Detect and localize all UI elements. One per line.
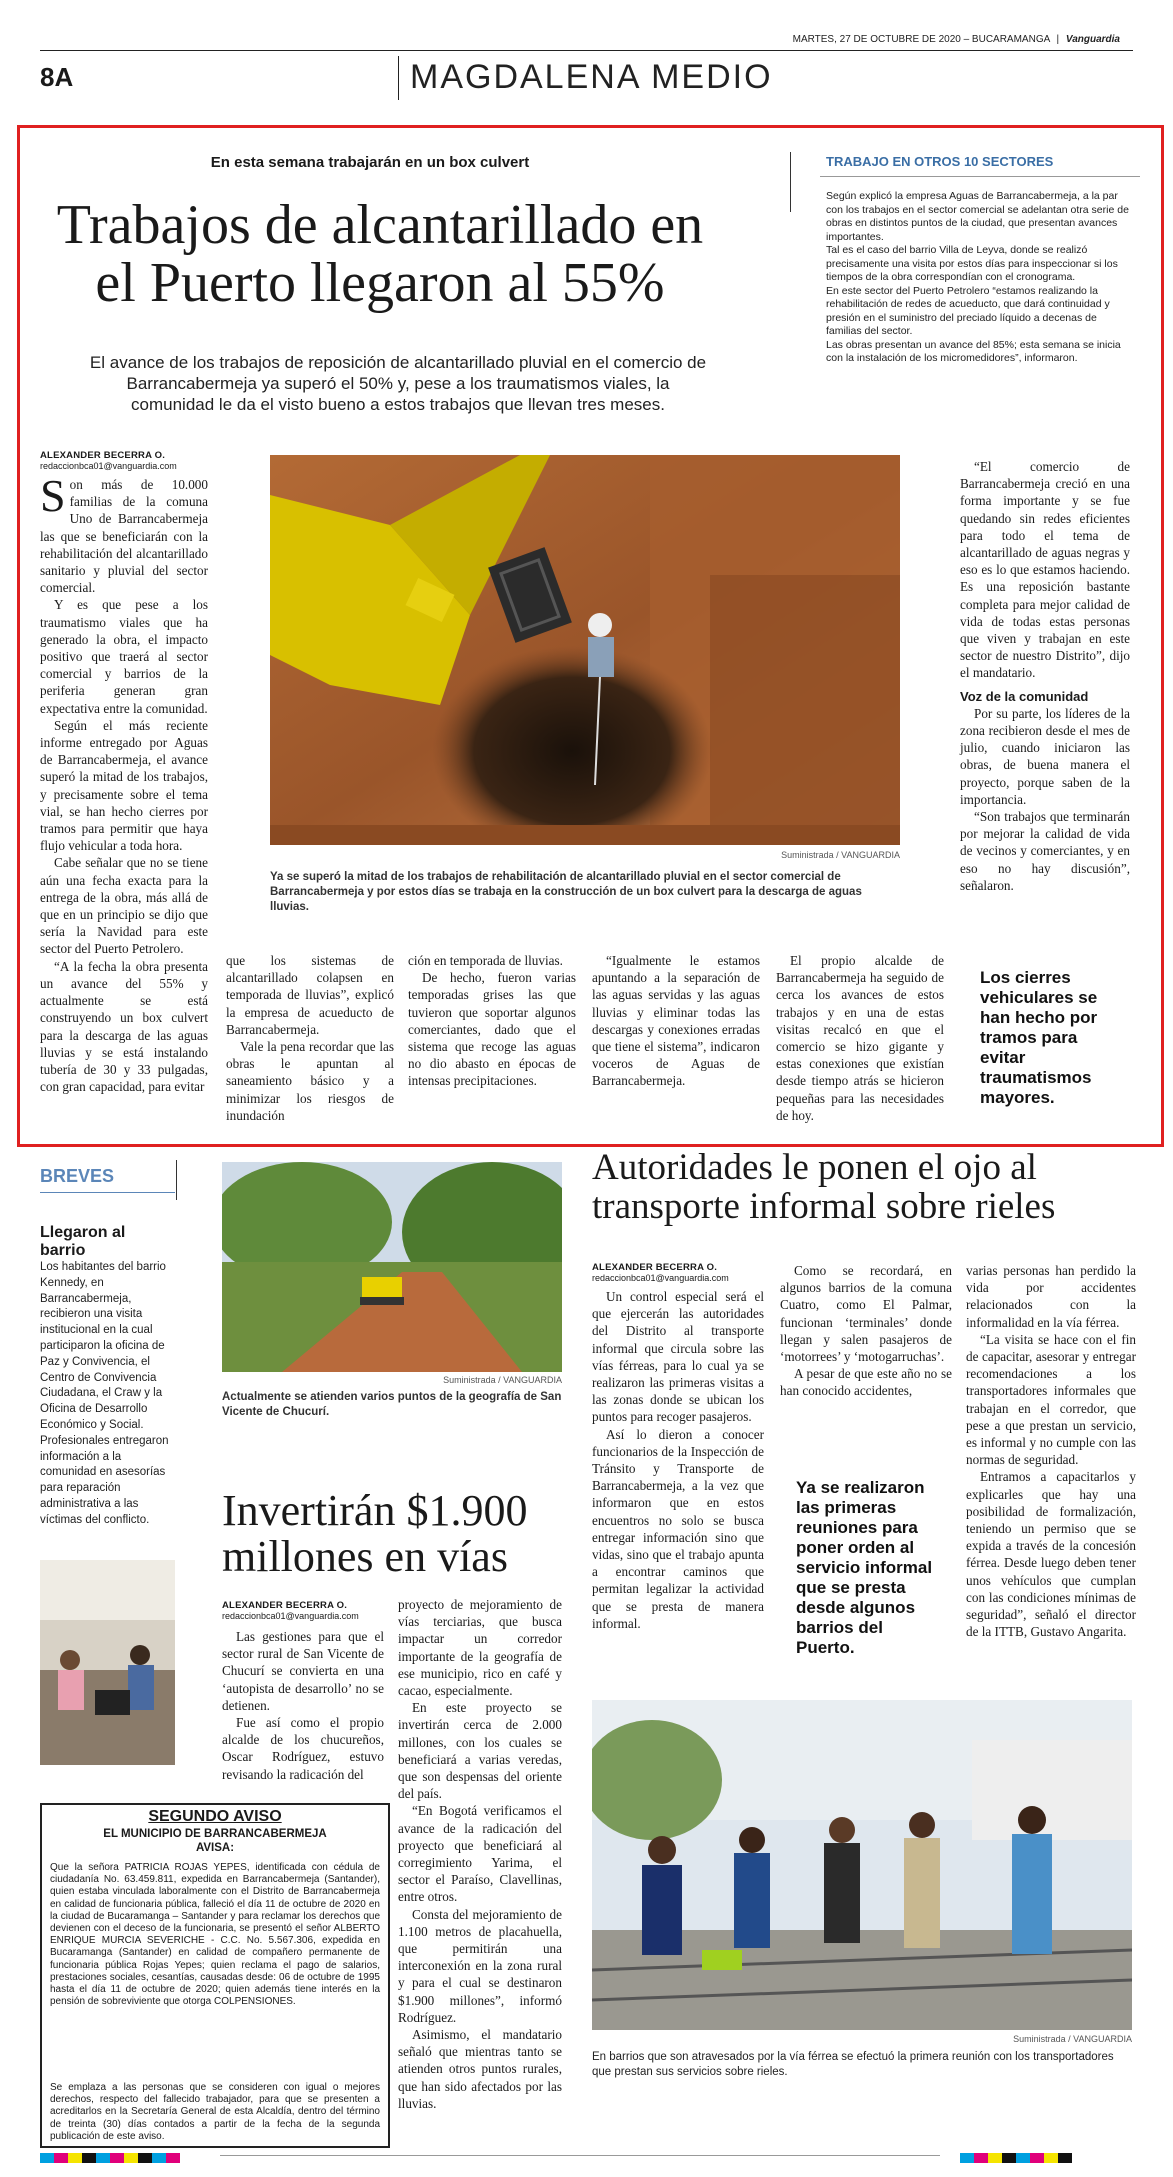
transport-photo-credit: Suministrada / VANGUARDIA — [1013, 2034, 1132, 2044]
vias-column-1 — [222, 1628, 384, 1783]
main-col1-p3: Según el más reciente informe entregado por Aguas de Barrancabermeja, el avance superó la mitad de los trabajos, y precisamente sobre el tema vial, se han hecho cierres por tramos para permitir que haya flujo vehicular a toda hora. — [40, 717, 208, 854]
vias-col1-p2: Fue así como el propio alcalde de los chucureños, Oscar Rodríguez, estuvo revisando la radicación del — [222, 1715, 384, 1782]
transport-column-1 — [592, 1288, 764, 1632]
transport-col3-p1: varias personas han perdido la vida por accidentes relacionados con la informalidad en la vía férrea. — [966, 1263, 1136, 1330]
aviso-subtitle-2: AVISA: — [195, 1842, 235, 1854]
sidebar-bracket — [790, 152, 803, 212]
main-pull-quote: Los cierres vehiculares se han hecho por tramos para evitar traumatismos mayores. — [980, 968, 1098, 1107]
vias-photo-caption: Actualmente se atienden varios puntos de la geografía de San Vicente de Chucurí. — [222, 1391, 562, 1418]
sidebar-text: Según explicó la empresa Aguas de Barrancabermeja, a la par con los trabajos en el sector comercial se adelantan otra serie de obras en distintos puntos de la ciudad, que presentan avances importantes. Tal es el caso del barrio Villa de Leyva, donde se realizó precisamente una visita por estos días para inspeccionar si los tiempos de la obra correspondían con el cronograma. En este sector del Puerto Petrolero “estamos realizando la rehabilitación de redes de acueducto, que dará continuidad y presión en el suministro del preciado líquido a decenas de familias del sector. Las obras presentan un avance del 85%; esta semana se inicia con la instalación de los micromedidores”, informaron. — [826, 190, 1129, 364]
main-author-email: redaccionbca01@vanguardia.com — [40, 461, 177, 471]
transport-headline-line-2: transporte informal sobre rieles — [592, 1186, 1056, 1227]
main-photo-caption: Ya se superó la mitad de los trabajos de rehabilitación de alcantarillado pluvial en el sector comercial de Barrancabermeja y por estos días se trabaja en la construcción de un box culvert para la descarga de aguas lluvias. — [270, 871, 862, 913]
aviso-subtitle: EL MUNICIPIO DE BARRANCABERMEJA — [103, 1828, 327, 1840]
main-right-p1: “El comercio de Barrancabermeja creció en una forma importante y se fue quedando sin redes eficientes para todo el tema de alcantarillado de aguas negras y eso es lo que estamos haciendo. Es una reposición bastante completa para mejor calidad de vida de todas estas personas que viven y trabajan en este sector de nuestro Distrito”, dijo el mandatario. — [960, 459, 1130, 681]
page-number: 8A — [40, 62, 74, 92]
vias-headline-line-2: millones en vías — [222, 1532, 508, 1581]
registration-marks-right — [960, 2150, 1072, 2160]
transport-photo-caption: En barrios que son atravesados por la vía férrea se efectuó la primera reunión con los transportadores que prestan sus servicios sobre rieles. — [592, 2051, 1114, 2078]
main-col1-p1: on más de 10.000 familias de la comuna Uno de Barrancabermeja las que se beneficiarán con la rehabilitación del alcantarillado sanitario y pluvial del sector comercial. — [40, 477, 208, 596]
footer-rule — [220, 2155, 940, 2156]
main-author-name: ALEXANDER BECERRA O. — [40, 450, 166, 461]
aviso-text-2: Se emplaza a las personas que se consideren con igual o mejores derechos, respecto del fallecido trabajador, para que se presenten a acreditarlos en la Secretaría General de esta Alcaldía, dentro del término de treinta (30) días contados a partir de la fecha de la segunda publicación de este aviso. — [50, 2082, 380, 2142]
transport-pull-quote: Ya se realizaron las primeras reuniones para poner orden al servicio informal que se presta desde algunos barrios del Puerto. — [796, 1478, 933, 1657]
excavation-illustration — [270, 455, 900, 845]
transport-col2-p1: Como se recordará, en algunos barrios de la comuna Cuatro, como El Palmar, funcionan ‘terminales’ donde llegan y salen pasajeros de ‘motorrees’ y ‘motogarruchas’. — [780, 1263, 952, 1365]
main-column-4 — [592, 952, 760, 1090]
main-deck: El avance de los trabajos de reposición de alcantarillado pluvial en el comercio de Barrancabermeja ya superó el 50% y, pese a los traumatismos viales, la comunidad le da el visto bueno a estos trabajos que llevan tres meses. — [89, 353, 707, 414]
transport-col1-p1: Un control especial será el que ejercerán las autoridades del Distrito al transporte informal que circula sobre las vías férreas, para lo cual ya se realizaron las primeras visitas a las zonas donde se ubican los puntos para recoger pasajeros. — [592, 1289, 764, 1425]
main-col1-p5: “A la fecha la obra presenta un avance del 55% y actualmente se está construyendo un box culvert para la descarga de las aguas lluvias y se está instalando tubería de 30 y 33 pulgadas, con gran capacidad, para evitar — [40, 958, 208, 1095]
aviso-text: Que la señora PATRICIA ROJAS YEPES, identificada con cédula de ciudadanía No. 63.459.811, expedida en Barrancabermeja (Santander), quien estaba vinculada laboralmente con el Distrito de Barrancabermeja en calidad de funcionaria pública, falleció el día 11 de octubre de 2020 en la ciudad de Bucaramanga – Santander y para reclamar los derechos que devienen con el deceso de la funcionaria, se presentó el señor ALBERTO ENRIQUE MURCIA SEVERICHE - C.C. No. 5.567.306, expedida en Bucaramanga (Santander) en calidad de compañero permanente de funcionaria pública Rojas Yepes; quien reclama el pago de salarios, prestaciones sociales, cesantías, causadas desde: 06 de octubre de 1995 hasta el día 11 de octubre de 2020; quien además tiene interés en la pensión de sobreviviente que otorga COLPENSIONES. — [50, 1862, 380, 2008]
dropcap: S — [40, 470, 66, 521]
dateline: MARTES, 27 DE OCTUBRE DE 2020 – BUCARAMANGA | Vanguardia — [792, 34, 1120, 45]
transport-col1-p2: Así lo dieron a conocer funcionarios de la Inspección de Tránsito y Transporte de Barrancabermeja, a la vez que informaron que en estos encuentros no solo se busca entregar información sino que vidas, sino que el trabajo apunta a encontrar caminos que permitan legalizar la actividad que se presta de manera informal. — [592, 1426, 764, 1631]
header-rule — [40, 50, 1133, 51]
main-headline — [40, 196, 720, 312]
main-photo-credit: Suministrada / VANGUARDIA — [781, 850, 900, 860]
main-col1-p2: Y es que pese a los traumatismo viales que ha generado la obra, el impacto positivo que traerá al sector comercial y barrios de la periferia generan gran expectativa entre la comunidad. — [40, 597, 208, 716]
transport-author-email: redaccionbca01@vanguardia.com — [592, 1273, 729, 1283]
vias-col2-p1: proyecto de mejoramiento de vías terciarias, que busca impactar un corredor importante de la geografía de ese municipio, rico en café y cacao, especialmente. — [398, 1597, 562, 1699]
section-title: MAGDALENA MEDIO — [410, 58, 773, 96]
main-col1-p4: Cabe señalar que no se tiene aún una fecha exacta para la entrega de la obra, más allá de que en un principio se dijo que sería la Navidad para este sector del Puerto Petrolero. — [40, 855, 208, 957]
sidebar-rule — [820, 176, 1140, 177]
main-col5-p1: El propio alcalde de Barrancabermeja ha seguido de cerca los avances de estos trabajos y en una de estas visitas recalcó en que el comercio se hizo gigante y estas conexiones que existían desde tiempo atrás se hicieron pequeñas para las necesidades de hoy. — [776, 953, 944, 1123]
dateline-text: MARTES, 27 DE OCTUBRE DE 2020 – BUCARAMANGA — [792, 34, 1050, 45]
aviso-title: SEGUNDO AVISO — [148, 1808, 282, 1825]
main-subhead: Voz de la comunidad — [960, 688, 1089, 704]
main-kicker: En esta semana trabajarán en un box culvert — [210, 154, 530, 171]
main-right-p2: Por su parte, los líderes de la zona recibieron desde el mes de julio, cuando iniciaron las obras, de buena manera el proyecto, porque saben de la importancia. — [960, 705, 1130, 807]
breves-label: BREVES — [40, 1166, 115, 1186]
vias-byline — [222, 1600, 359, 1622]
sidebar-title: TRABAJO EN OTROS 10 SECTORES — [826, 154, 1054, 169]
vias-photo-credit: Suministrada / VANGUARDIA — [443, 1375, 562, 1385]
main-headline-line-1: Trabajos de alcantarillado en — [56, 194, 704, 256]
transport-headline — [592, 1148, 1132, 1226]
main-column-5 — [776, 952, 944, 1124]
main-col3-p2: De hecho, fueron varias temporadas grises las que tuvieron que soportar algunos comerciantes, dado que el sistema que recoge las aguas no dio abasto en épocas de intensas precipitaciones. — [408, 970, 576, 1089]
vias-headline-line-1: Invertirán $1.900 — [222, 1486, 528, 1535]
transport-byline — [592, 1262, 729, 1284]
brand-logo: Vanguardia — [1065, 34, 1120, 45]
meeting-illustration — [592, 1700, 1132, 2030]
vias-col2-p2: En este proyecto se invertirán cerca de 2.000 millones, con los cuales se beneficiará a varias veredas, que son despensas del oriente del país. — [398, 1700, 562, 1802]
main-col2-p1: que los sistemas de alcantarillado colapsen en temporada de lluvias”, explicó la empresa de acueducto de Barrancabermeja. — [226, 953, 394, 1037]
main-photo-excavation — [270, 455, 900, 845]
vias-author-email: redaccionbca01@vanguardia.com — [222, 1611, 359, 1621]
main-headline-line-2: el Puerto llegaron al 55% — [95, 252, 665, 314]
vias-col2-p4: Consta del mejoramiento de 1.100 metros de placahuella, que permitirán una interconexión en la zona rural y para el cual se destinaron $1.900 millones”, informó Rodríguez. — [398, 1906, 562, 2025]
section-divider — [398, 56, 399, 100]
main-right-p3: “Son trabajos que terminarán por mejorar la calidad de vida de vecinos y comerciantes, y en eso no hay discusión”, señalaron. — [960, 809, 1130, 893]
transport-col3-p2: “La visita se hace con el fin de capacitar, asesorar y entregar recomendaciones a los transportadores informales que trabajan en el corredor, que pese a que prestan un servicio, es informal y no cumple con las normas de seguridad. — [966, 1331, 1136, 1468]
transport-headline-line-1: Autoridades le ponen el ojo al — [592, 1147, 1037, 1188]
vias-photo-road — [222, 1162, 562, 1372]
main-column-1 — [40, 470, 208, 1095]
main-col4-p1: “Igualmente le estamos apuntando a la separación de las aguas servidas y las aguas lluvias y eliminar todas las descargas y conexiones erradas que tiene el sistema”, indicaron voceros de Aguas de Barrancabermeja. — [592, 953, 760, 1089]
breves-title: Llegaron al barrio — [40, 1224, 126, 1259]
vias-col1-p1: Las gestiones para que el sector rural de San Vicente de Chucurí se convierta en una ‘autopista de desarrollo’ no se detienen. — [222, 1629, 384, 1713]
vias-column-2 — [398, 1596, 562, 2112]
transport-col2-p2: A pesar de que este año no se han conocido accidentes, — [780, 1366, 952, 1399]
transport-column-2 — [780, 1262, 952, 1400]
registration-marks-left — [40, 2150, 180, 2160]
main-column-3 — [408, 952, 576, 1090]
breves-bracket — [176, 1160, 187, 1200]
vias-col2-p5: Asimismo, el mandatario señaló que mientras tanto se atienden otros puntos rurales, que han sido afectados por las lluvias. — [398, 2027, 562, 2111]
breves-photo — [40, 1560, 175, 1765]
main-column-2 — [226, 952, 394, 1124]
vias-headline — [222, 1488, 562, 1580]
transport-col3-p3: Entramos a capacitarlos y explicarles que hay una posibilidad de formalización, teniendo un permiso que se expida a través de la concesión férrea. Desde luego deben tener unos vehículos que cumplan con las condiciones mínimas de seguridad”, señaló el director de la ITTB, Gustavo Angarita. — [966, 1469, 1136, 1640]
main-col2-p2: Vale la pena recordar que las obras le apuntan al saneamiento básico y a minimizar los riesgos de inundación — [226, 1039, 394, 1123]
transport-author-name: ALEXANDER BECERRA O. — [592, 1262, 718, 1273]
breves-text: Los habitantes del barrio Kennedy, en Barrancabermeja, recibieron una visita institucional en la cual participaron la oficina de Paz y Convivencia, el Centro de Convivencia Ciudadana, el Craw y la Oficina de Desarrollo Económico y Social. Profesionales entregaron información a la comunidad en asesorías para reparación administrativa a las víctimas del conflicto. — [40, 1261, 169, 1526]
vias-author-name: ALEXANDER BECERRA O. — [222, 1600, 348, 1611]
office-illustration — [40, 1560, 175, 1765]
breves-rule — [40, 1192, 175, 1193]
road-works-illustration — [222, 1162, 562, 1372]
transport-column-3 — [966, 1262, 1136, 1640]
vias-col2-p3: “En Bogotá verificamos el avance de la radicación del proyecto que beneficiará al corregimiento Yarima, el sector el Paraíso, Clavellinas, entre otros. — [398, 1803, 562, 1905]
main-col3-p1: ción en temporada de lluvias. — [408, 953, 563, 968]
main-right-column — [960, 458, 1130, 894]
transport-photo-meeting — [592, 1700, 1132, 2030]
main-byline — [40, 450, 177, 472]
